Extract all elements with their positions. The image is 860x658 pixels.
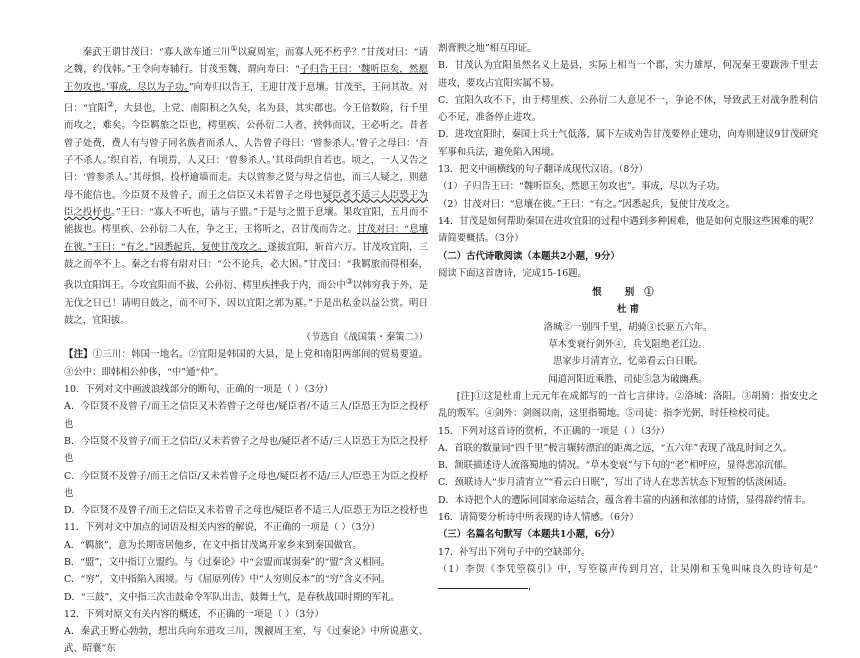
- section-heading-recitation: （三）名篇名句默写（本题共1小题，6分）: [438, 529, 620, 541]
- footnote-mark: ①: [230, 44, 238, 53]
- passage-seg: 以韩穷我于外，是无伐之日已！请明日鼓之，而不可下，因以宜阳之郭为墓。”于是出私金以益公赏。明日鼓之，宜阳拔。: [64, 280, 428, 326]
- q13-item-1: （1）子归告王曰：“魏听臣矣，然愿王勿攻也”。事成，尽以为子功。: [438, 181, 726, 193]
- note-text: ①三川：韩国一地名。②宜阳是韩国的大县，是上党和南阳两部间的贸易要道。③公中：即韩相公仲侈，“中”通“仲”。: [64, 349, 428, 378]
- poem-line: 闻道河阳近乘胜，司徒⑤急为破幽燕。: [548, 373, 708, 385]
- passage-seg: 遂拔宜阳，斩首六万。甘茂攻宜阳，三鼓之而卒不上。秦之右将有尉对曰：“公不论兵，必大困。”甘茂曰：“我羁旅而得相秦，我以宜阳饵王。今攻宜阳而不拔，公孙衍、樗里疾挫我于内，而公中: [64, 241, 428, 292]
- q12-option-b: B．甘茂认为宜阳虽然名义上是县，实际上相当一个郡，实力雄厚，何况秦王要跋涉千里去进攻，要攻占宜阳实属不易。: [438, 60, 818, 89]
- q15-option-b: B．颔联描述诗人流落蜀地的情况。“草木变衰”与下句的“老”相呼应，显得悲凉沉郁。: [438, 460, 793, 472]
- question-16: 16．请简要分析诗中所表现的诗人情感。（6分）: [438, 512, 639, 524]
- question-10: 10．下列对文中画波浪线部分的断句，正确的一项是（ ）（3分）: [64, 384, 334, 396]
- passage-seg: ”向寿归以告王，王迎甘茂于息壤。甘茂至，王问其故。对曰：“宜阳: [64, 81, 429, 115]
- passage-source: （节选自《战国策・秦策二》）: [301, 332, 428, 344]
- q17-item-1-end: ，: [528, 581, 538, 593]
- passage-seg: ，大县也，上党、南阳积之久矣，名为县，其实郡也。今王倍数险，行千里而攻之，难矣。今臣羁旅之臣也，樗里疾、公孙衍二人者，挟韩而议，王必听之。昔者曾子处费，费人有与曾子同名族者而杀人，人告曾子母曰：‘曾参杀人。’曾子之母曰：‘吾子不杀人。’织自若，有顷焉，人又曰：‘曾参杀人。’其母尚织自若也。顷之，一人又告之曰：‘曾参杀人。’其母惧，投杼逾墙而走。夫以曾参之贤与母之信也，而三人疑之，则慈母不能信也。今臣贤不及曾子，而王之信臣又未若曾子之母也: [64, 103, 428, 201]
- section-heading-poetry: （二）古代诗歌阅读（本题共2小题，9分）: [438, 250, 620, 262]
- poem-title: 恨 别①: [592, 287, 664, 299]
- footnote-mark: ②: [107, 100, 115, 110]
- poem-note: [注]①这是杜甫上元元年在成都写的一首七言律诗。②洛城：洛阳。③胡骑：指安史之乱的叛军。④剑外：剑阁以南，这里指蜀地。⑤司徒：指李光弼，时任检校司徒。: [438, 390, 818, 420]
- question-14: 14．甘茂是如何帮助秦国在进攻宜阳的过程中遇到多种困难，他是如何克服这些困难的呢？请简要概括。（3分）: [438, 215, 818, 245]
- q11-option-c: C．“穷”，文中指陷入困境。与《屈原列传》中“人穷则反本”的“穷”含义不同。: [64, 574, 391, 586]
- q12-option-a-cont: 割膏腴之地”相互印证。: [438, 43, 537, 54]
- right-column: [438, 40, 818, 596]
- q17-item-1: [438, 561, 818, 596]
- q11-option-b: B．“盟”，文中指订立盟约。与《过秦论》中“会盟而谋弱秦”的“盟”含义相同。: [64, 556, 391, 568]
- q12-option-a: A．秦武王野心勃勃，想出兵向东进攻三川，觊觎周王室，与《过秦论》中所说惠文、武、昭襄“东: [64, 626, 428, 655]
- q10-option-a: A．今臣贤不及曾子/而王之信臣又未若曾子之母也/疑臣者/不适三人/臣恐王为臣之投杼也: [64, 401, 428, 430]
- q17-item-1-text: （1）李贺《李凭箜篌引》中，写箜篌声传到月宫，让吴刚和玉兔叫味良久的诗句是“: [438, 563, 818, 575]
- q11-option-a: A．“羁旅”，意为长期寄居他乡，在文中指甘茂离开家乡来到秦国做官。: [64, 539, 362, 551]
- poem-line: 草木变衰行剑外④，兵戈阻绝老江边。: [548, 339, 708, 351]
- q15-option-d: D．本诗把个人的遭际同国家命运结合，蕴含着丰富的内涵和浓郁的诗情，显得辞约情丰。: [438, 494, 812, 506]
- question-12: 12．下列对原文有关内容的概述，不正确的一项是（ ）（3分）: [64, 608, 324, 620]
- question-15: 15．下列对这首诗的赏析，不正确的一项是（ ）（3分）: [438, 425, 670, 437]
- left-column: [64, 40, 428, 658]
- q15-option-a: A．首联的数量词“四千里”极言辗转漂泊的距离之远，“五六年”表现了战乱时间之久。: [438, 442, 793, 454]
- q10-option-b: B．今臣贤不及曾子/而王之信臣/又未若曾子之母也/疑臣者不适/三人臣恐王为臣之投杼也: [64, 435, 428, 465]
- q13-item-2: （2）甘茂对曰：“息壤在彼。”王曰：“有之。”因悉起兵，复使甘茂攻之。: [438, 198, 735, 210]
- poem-author: 杜 甫: [616, 304, 639, 316]
- poem-line: 思家步月清宵立，忆弟看云白日眠。: [552, 356, 703, 368]
- passage-seg: 以窥周室，而寡人死不朽乎？”甘茂对曰：“请之魏，约伐韩。”王令向寿辅行。甘茂至魏，谓向寿曰：“: [64, 47, 428, 76]
- underlined-sentence-2: 甘茂对曰：“息壤在彼。”王曰：“有之。”因悉起兵，复使甘茂攻之。: [64, 224, 428, 253]
- passage-text: [64, 40, 428, 329]
- q15-option-c: C．颈联诗人“步月清宵立”“看云白日眠”，写出了诗人在悲苦状态下短暂的恬淡闲适。: [438, 477, 793, 489]
- q11-option-d: D．“三鼓”，文中指三次击鼓命令军队出击，鼓舞士气，是春秋战国时期的军礼。: [64, 591, 400, 603]
- question-11: 11．下列对文中加点的词语及相关内容的解说，不正确的一项是（ ）（3分）: [64, 522, 381, 534]
- wavy-underlined-sentence: 疑臣者不适三人臣恐王为臣之投杼也: [64, 189, 428, 218]
- question-17: 17．补写出下列句子中的空缺部分。: [438, 546, 591, 558]
- q10-option-c: C．今臣贤不及曾子/而王之信臣/又未若曾子之母也/疑臣者不适/三人/臣恐王为臣之投杼也: [64, 470, 428, 499]
- poem-instruction: 阅读下面这首唐诗，完成15-16题。: [438, 267, 587, 279]
- answer-blank[interactable]: [438, 578, 528, 589]
- poem-line: 洛城②一别四千里，胡骑③长驱五六年。: [543, 321, 713, 333]
- note: [64, 346, 428, 381]
- q10-option-d: D．今臣贤不及曾子/而王之信臣又未若曾子之母也/疑臣者不适三人/臣恐王为臣之投杼也: [64, 505, 428, 517]
- question-13: 13．把文中画横线的句子翻译成现代汉语。（8分）: [438, 164, 649, 176]
- q12-option-c: C．宜阳久攻不下，由于樗里疾、公孙衍二人意见不一，争论不休，导致武王对战争胜利信心不足，准备停止进攻。: [438, 94, 818, 124]
- passage-seg: 。”王曰：“寡人不听也，请与子盟。”于是与之盟于息壤。果攻宜阳，五月而不能拔也。樗里疾、公孙衍二人在，争之王，王将听之，召甘茂而告之。: [64, 206, 428, 236]
- underlined-sentence-1: 子归告王曰：‘魏听臣矣，然愿王勿攻也。’事成，尽以为子功。: [64, 64, 428, 93]
- q12-option-d: D．进攻宜阳时，秦国士兵士气低落，属下左成劝告甘茂要停止建功，向寿则建议9甘茂研究军事和兵法，避免陷入困境。: [438, 129, 818, 158]
- passage-seg: 秦武王谓甘茂曰：“寡人欲车通三川: [82, 47, 231, 59]
- footnote-mark: ③: [345, 277, 353, 287]
- note-label: 【注】: [64, 349, 93, 361]
